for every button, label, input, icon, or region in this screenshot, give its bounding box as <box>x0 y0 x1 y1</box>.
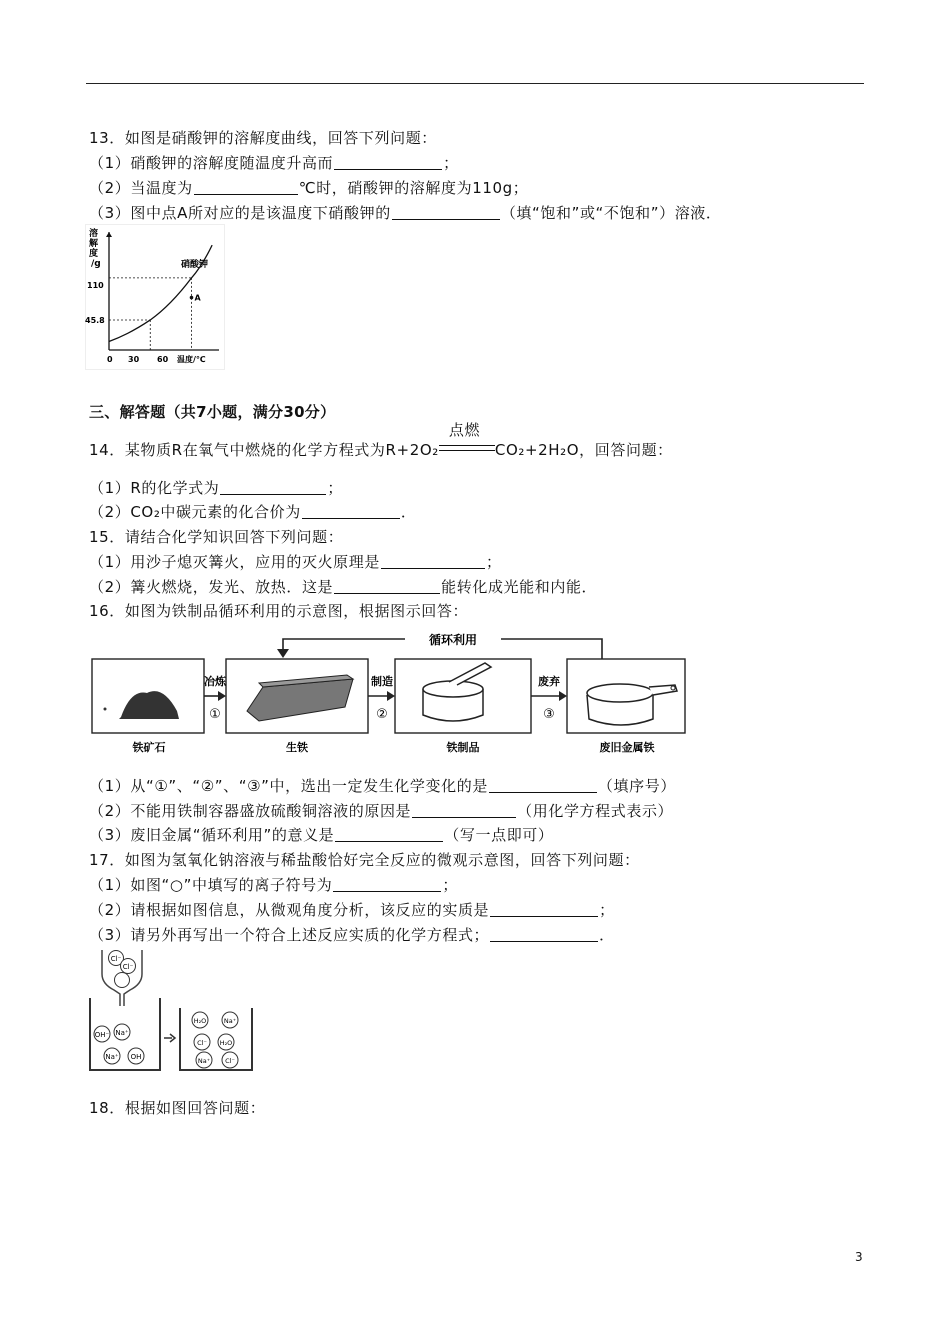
svg-text:OH⁻: OH⁻ <box>94 1031 110 1039</box>
answer-blank[interactable] <box>490 927 598 942</box>
answer-blank[interactable] <box>381 554 485 569</box>
label-ore: 铁矿石 <box>132 741 166 754</box>
y-tick-110: 110 <box>87 281 104 290</box>
svg-text:H₂O: H₂O <box>193 1017 207 1025</box>
q16-stem: 16．如图为铁制品循环利用的示意图，根据图示回答： <box>89 602 469 620</box>
answer-blank[interactable] <box>490 902 598 917</box>
q14-part1: （1）R的化学式为 ； <box>89 479 343 497</box>
label-iron-product: 铁制品 <box>446 741 480 754</box>
q13-part3: （3）图中点A所对应的是该温度下硝酸钾的 （填“饱和”或“不饱和”）溶液． <box>89 204 722 222</box>
svg-text:Cl⁻: Cl⁻ <box>110 955 122 963</box>
svg-text:Cl⁻: Cl⁻ <box>225 1057 235 1065</box>
svg-text:Cl⁻: Cl⁻ <box>122 963 134 971</box>
q18-stem: 18．根据如图回答问题： <box>89 1099 266 1117</box>
label-scrap-iron: 废旧金属铁 <box>599 741 655 754</box>
reaction-condition: 点燃 <box>448 421 481 439</box>
q17-stem: 17．如图为氢氧化钠溶液与稀盐酸恰好完全反应的微观示意图，回答下列问题： <box>89 851 640 869</box>
iron-recycling-diagram <box>87 627 691 759</box>
y-axis-label: 溶 <box>89 229 99 239</box>
q14-part2: （2）CO₂中碳元素的化合价为 ． <box>89 503 417 521</box>
svg-text:OH: OH <box>130 1053 142 1061</box>
q17-part2: （2）请根据如图信息，从微观角度分析，该反应的实质是 ； <box>89 901 615 919</box>
q13-part2: （2）当温度为 ℃时，硝酸钾的溶解度为110g； <box>89 179 529 197</box>
q15-stem: 15．请结合化学知识回答下列问题： <box>89 528 344 546</box>
q15-part2: （2）篝火燃烧，发光、放热．这是 能转化成光能和内能． <box>89 578 598 596</box>
q17-part1: （1）如图“○”中填写的离子符号为 ； <box>89 876 458 894</box>
q13-stem: 13．如图是硝酸钾的溶解度曲线，回答下列问题： <box>89 129 437 147</box>
arrow-2 <box>387 691 395 701</box>
ion-blank <box>115 973 130 988</box>
y-tick-45.8: 45.8 <box>85 316 105 325</box>
answer-blank[interactable] <box>489 778 597 793</box>
step-num-1: ① <box>209 707 221 722</box>
step-num-2: ② <box>376 707 388 722</box>
answer-blank[interactable] <box>220 480 326 495</box>
step-discard: 废弃 <box>538 675 560 688</box>
answer-blank[interactable] <box>302 504 400 519</box>
label-pig-iron: 生铁 <box>286 741 308 754</box>
x-tick-60: 60 <box>157 355 169 364</box>
q16-part3: （3）废旧金属“循环利用”的意义是 （写一点即可） <box>89 826 554 844</box>
step-num-3: ③ <box>543 707 555 722</box>
svg-text:H₂O: H₂O <box>219 1039 233 1047</box>
reaction-arrow-icon <box>164 1034 175 1042</box>
series-label: 硝酸钾 <box>181 260 209 270</box>
reaction-arrow <box>439 421 495 459</box>
arrow-1 <box>218 691 226 701</box>
recycle-label: 循环利用 <box>428 633 478 647</box>
svg-text:Na⁺: Na⁺ <box>105 1053 119 1061</box>
recycle-arrowhead <box>277 649 289 658</box>
section-heading: 三、解答题（共7小题，满分30分） <box>89 403 336 421</box>
svg-text:Na⁺: Na⁺ <box>197 1057 211 1065</box>
svg-text:解: 解 <box>89 239 99 249</box>
neutralization-diagram <box>86 946 256 1078</box>
q16-part2: （2）不能用铁制容器盛放硫酸铜溶液的原因是 （用化学方程式表示） <box>89 802 674 820</box>
answer-blank[interactable] <box>412 803 516 818</box>
answer-blank[interactable] <box>334 579 440 594</box>
step-make: 制造 <box>371 675 393 688</box>
answer-blank[interactable] <box>333 877 441 892</box>
q15-part1: （1）用沙子熄灭篝火，应用的灭火原理是 ； <box>89 553 502 571</box>
svg-text:/g: /g <box>91 259 101 269</box>
solubility-chart <box>85 224 225 370</box>
header-rule <box>86 83 864 84</box>
x-axis-label: 温度/℃ <box>177 355 206 364</box>
svg-text:Na⁺: Na⁺ <box>223 1017 237 1025</box>
svg-text:Na⁺: Na⁺ <box>115 1029 129 1037</box>
q13-part1: （1）硝酸钾的溶解度随温度升高而 ； <box>89 154 459 172</box>
svg-text:度: 度 <box>89 249 99 259</box>
beaker-right <box>180 1008 252 1070</box>
point-a <box>190 296 194 300</box>
x-tick-30: 30 <box>128 355 140 364</box>
answer-blank[interactable] <box>334 155 442 170</box>
answer-blank[interactable] <box>194 180 298 195</box>
q14-stem: 14．某物质R在氧气中燃烧的化学方程式为R+2O₂ 点燃 CO₂+2H₂O，回答问题： <box>89 421 673 459</box>
q16-part1: （1）从“①”、“②”、“③”中，选出一定发生化学变化的是 （填序号） <box>89 777 676 795</box>
point-a-label: A <box>194 293 201 303</box>
answer-blank[interactable] <box>392 205 500 220</box>
x-tick-0: 0 <box>107 355 113 364</box>
svg-text:Cl⁻: Cl⁻ <box>197 1039 207 1047</box>
step-smelt: 冶炼 <box>204 675 226 688</box>
arrow-3 <box>559 691 567 701</box>
q17-part3: （3）请另外再写出一个符合上述反应实质的化学方程式； ． <box>89 926 615 944</box>
page-number: 3 <box>855 1250 863 1264</box>
answer-blank[interactable] <box>335 827 443 842</box>
